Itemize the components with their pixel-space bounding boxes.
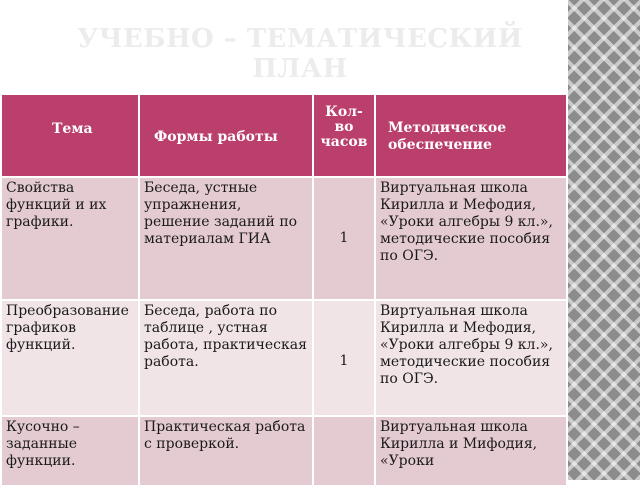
cell-tema: Кусочно – заданные функции. <box>1 416 139 486</box>
table-header-row <box>1 94 567 177</box>
plan-table <box>0 93 568 487</box>
table-row <box>1 300 567 416</box>
cell-hours <box>313 416 375 486</box>
cell-metod: Виртуальная школа Кирилла и Мефодия, «Уроки алгебры 9 кл.», методические пособия по ОГЭ. <box>375 300 567 416</box>
decorative-pattern <box>568 0 640 480</box>
cell-formy: Беседа, устные упражнения, решение заданий по материалам ГИА <box>139 177 313 300</box>
header-hours: Кол-во часов <box>313 94 375 177</box>
table-row <box>1 177 567 300</box>
cell-metod: Виртуальная школа Кирилла и Мефодия, «Уроки алгебры 9 кл.», методические пособия по ОГЭ. <box>375 177 567 300</box>
cell-hours: 1 <box>313 177 375 300</box>
cell-hours: 1 <box>313 300 375 416</box>
cell-formy: Беседа, работа по таблице , устная работа, практическая работа. <box>139 300 313 416</box>
header-tema: Тема <box>1 94 139 177</box>
cell-formy: Практическая работа с проверкой. <box>139 416 313 486</box>
slide-title: УЧЕБНО – ТЕМАТИЧЕСКИЙ ПЛАН <box>77 24 523 84</box>
header-metod: Методическое обеспечение <box>375 94 567 177</box>
cell-metod: Виртуальная школа Кирилла и Мифодия, «Уроки <box>375 416 567 486</box>
table-row <box>1 416 567 486</box>
header-formy: Формы работы <box>139 94 313 177</box>
cell-tema: Преобразование графиков функций. <box>1 300 139 416</box>
cell-tema: Свойства функций и их графики. <box>1 177 139 300</box>
